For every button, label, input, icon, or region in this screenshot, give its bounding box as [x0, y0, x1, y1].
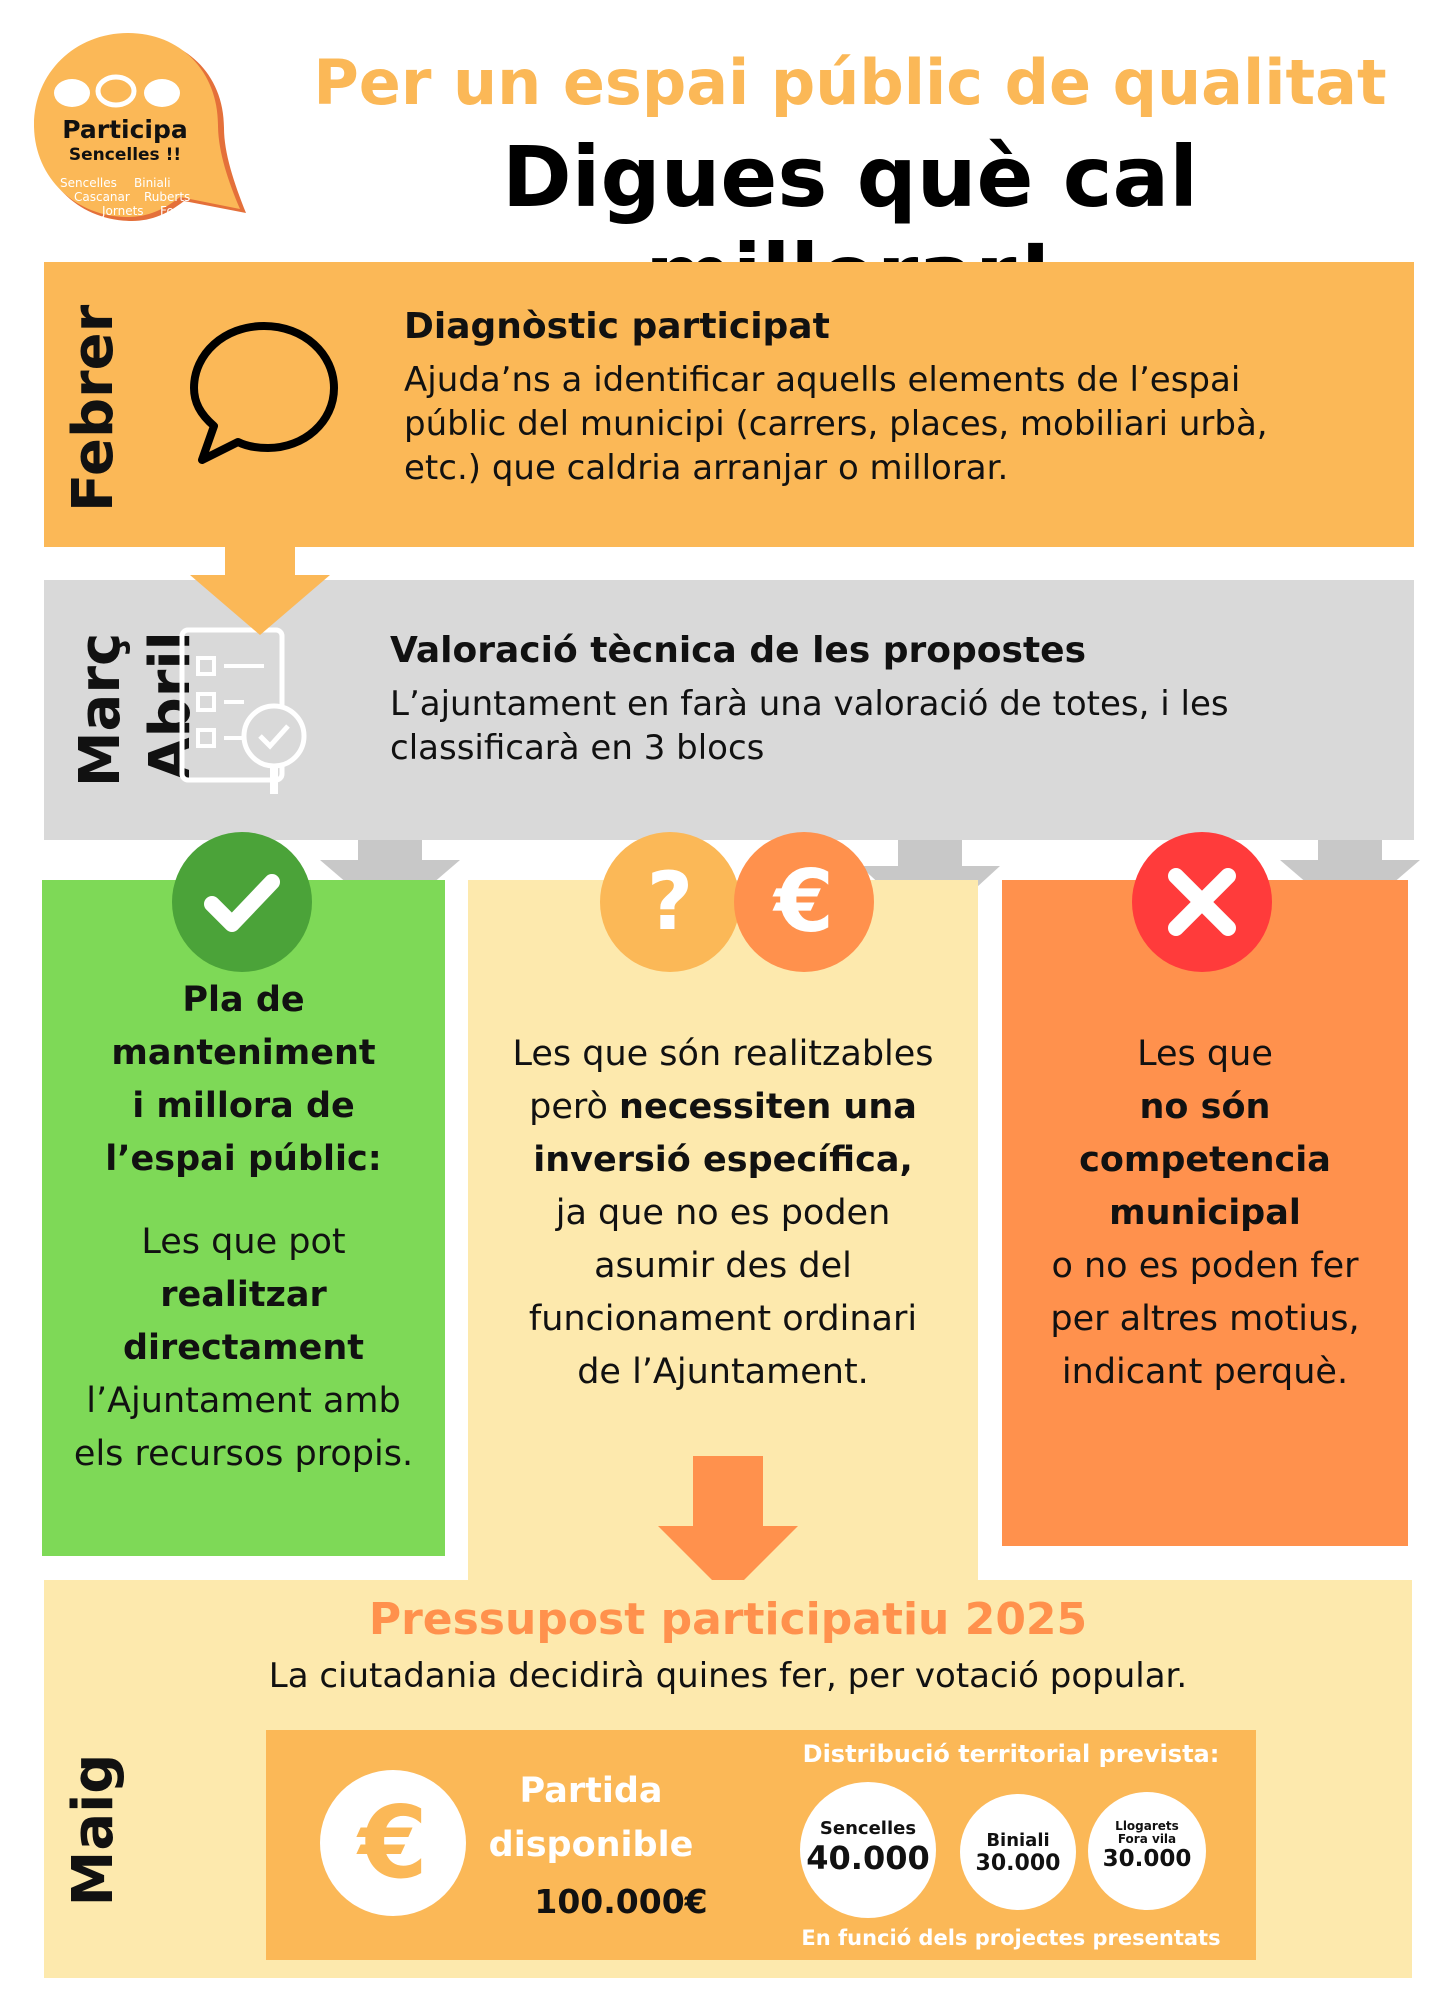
body-line: Ajuda’ns a identificar aquells elements de l’espai	[404, 360, 1241, 400]
block-text-bold: no són	[1139, 1087, 1271, 1127]
budget-box	[266, 1730, 1256, 1960]
block-text-bold: competencia	[1079, 1140, 1331, 1180]
block-text-bold: inversió específica,	[533, 1140, 913, 1180]
body-line: públic del municipi (carrers, places, mobiliari urbà,	[404, 404, 1268, 444]
block-text: indicant perquè.	[1061, 1352, 1349, 1392]
body-line: etc.) que caldria arranjar o millorar.	[404, 448, 1009, 488]
logo-title: Participa	[62, 115, 188, 144]
block-text: per altres motius,	[1050, 1299, 1360, 1339]
month-label: Març	[68, 632, 133, 788]
logo-place: Fora vila	[160, 204, 212, 218]
block-text: asumir des del	[594, 1246, 852, 1286]
distribution-footnote: En funció dels projectes presentats	[801, 1926, 1221, 1950]
cross-icon	[1132, 832, 1272, 972]
block-text: Les que són realitzables	[512, 1034, 934, 1074]
block-text-bold: necessiten una	[619, 1087, 917, 1127]
not-competent-text	[1002, 1028, 1408, 1399]
block-text-bold: municipal	[1109, 1193, 1301, 1233]
distribution-biniali	[960, 1794, 1076, 1910]
block-text: funcionament ordinari	[528, 1299, 918, 1339]
distribution-title: Distribució territorial prevista:	[802, 1740, 1220, 1768]
logo-place: Jornets	[102, 204, 144, 218]
section-heading: Valoració tècnica de les propostes	[390, 630, 1087, 671]
arrow-down-icon	[658, 1456, 798, 1596]
month-label: Febrer	[61, 304, 126, 512]
distribution-amount: 40.000	[806, 1839, 930, 1877]
body-line: classificarà en 3 blocs	[390, 728, 765, 768]
block-text: els recursos propis.	[73, 1434, 414, 1474]
block-text: Les que pot	[141, 1222, 346, 1262]
investment-text	[468, 1028, 978, 1399]
logo-place: Cascanar	[74, 190, 130, 204]
euro-icon: €	[320, 1770, 466, 1916]
block-text: de l’Ajuntament.	[577, 1352, 869, 1392]
distribution-amount: 30.000	[975, 1851, 1061, 1876]
logo-place: Biniali	[134, 176, 171, 190]
distribution-name: Biniali	[986, 1830, 1050, 1851]
check-icon	[172, 832, 312, 972]
checklist-magnifier-icon	[174, 624, 314, 804]
logo-place: Ruberts	[144, 190, 191, 204]
block-title: Pla de	[182, 980, 305, 1020]
logo-subtitle: Sencelles !!	[68, 145, 182, 165]
distribution-amount: 30.000	[1102, 1846, 1192, 1872]
arrow-down-icon	[190, 547, 330, 637]
budget-label-line: Partida	[519, 1771, 663, 1811]
budget-amount: 100.000€	[534, 1882, 708, 1921]
block-title: manteniment	[111, 1033, 376, 1073]
block-title: l’espai públic:	[105, 1139, 382, 1179]
month-label: Maig	[61, 1753, 126, 1907]
headline: Digues què cal	[501, 128, 1199, 226]
tagline: Per un espai públic de qualitat	[313, 46, 1387, 119]
budget-description: La ciutadania decidirà quines fer, per votació popular.	[268, 1656, 1188, 1696]
block-text-bold: directament	[122, 1328, 364, 1368]
distribution-fora-vila	[1088, 1792, 1206, 1910]
maintenance-text	[42, 974, 445, 1481]
block-text: l’Ajuntament amb	[86, 1381, 401, 1421]
logo-place: Sencelles	[60, 176, 117, 190]
block-text: ja que no es poden	[555, 1193, 891, 1233]
distribution-name: Fora vila	[1117, 1832, 1177, 1846]
euro-icon: €	[734, 832, 874, 972]
distribution-name: Sencelles	[819, 1818, 917, 1839]
body-line: L’ajuntament en farà una valoració de totes, i les	[390, 684, 1229, 724]
section-body	[390, 682, 1390, 770]
budget-label	[476, 1764, 706, 1872]
distribution-sencelles	[800, 1782, 936, 1918]
block-text: o no es poden fer	[1051, 1246, 1359, 1286]
question-icon: ?	[600, 832, 740, 972]
distribution-name: Llogarets	[1115, 1819, 1179, 1833]
block-title: i millora de	[132, 1086, 355, 1126]
logo	[34, 33, 246, 233]
block-text: però	[529, 1087, 620, 1127]
block-text-bold: realitzar	[160, 1275, 327, 1315]
section-heading: Diagnòstic participat	[404, 306, 830, 347]
budget-label-line: disponible	[488, 1825, 694, 1865]
section-body	[404, 358, 1404, 490]
month-label: Abril	[138, 631, 203, 781]
february-section	[44, 262, 1414, 547]
budget-heading: Pressupost participatiu 2025	[368, 1594, 1088, 1645]
block-text: Les que	[1137, 1034, 1273, 1074]
speech-bubble-icon	[184, 314, 344, 474]
